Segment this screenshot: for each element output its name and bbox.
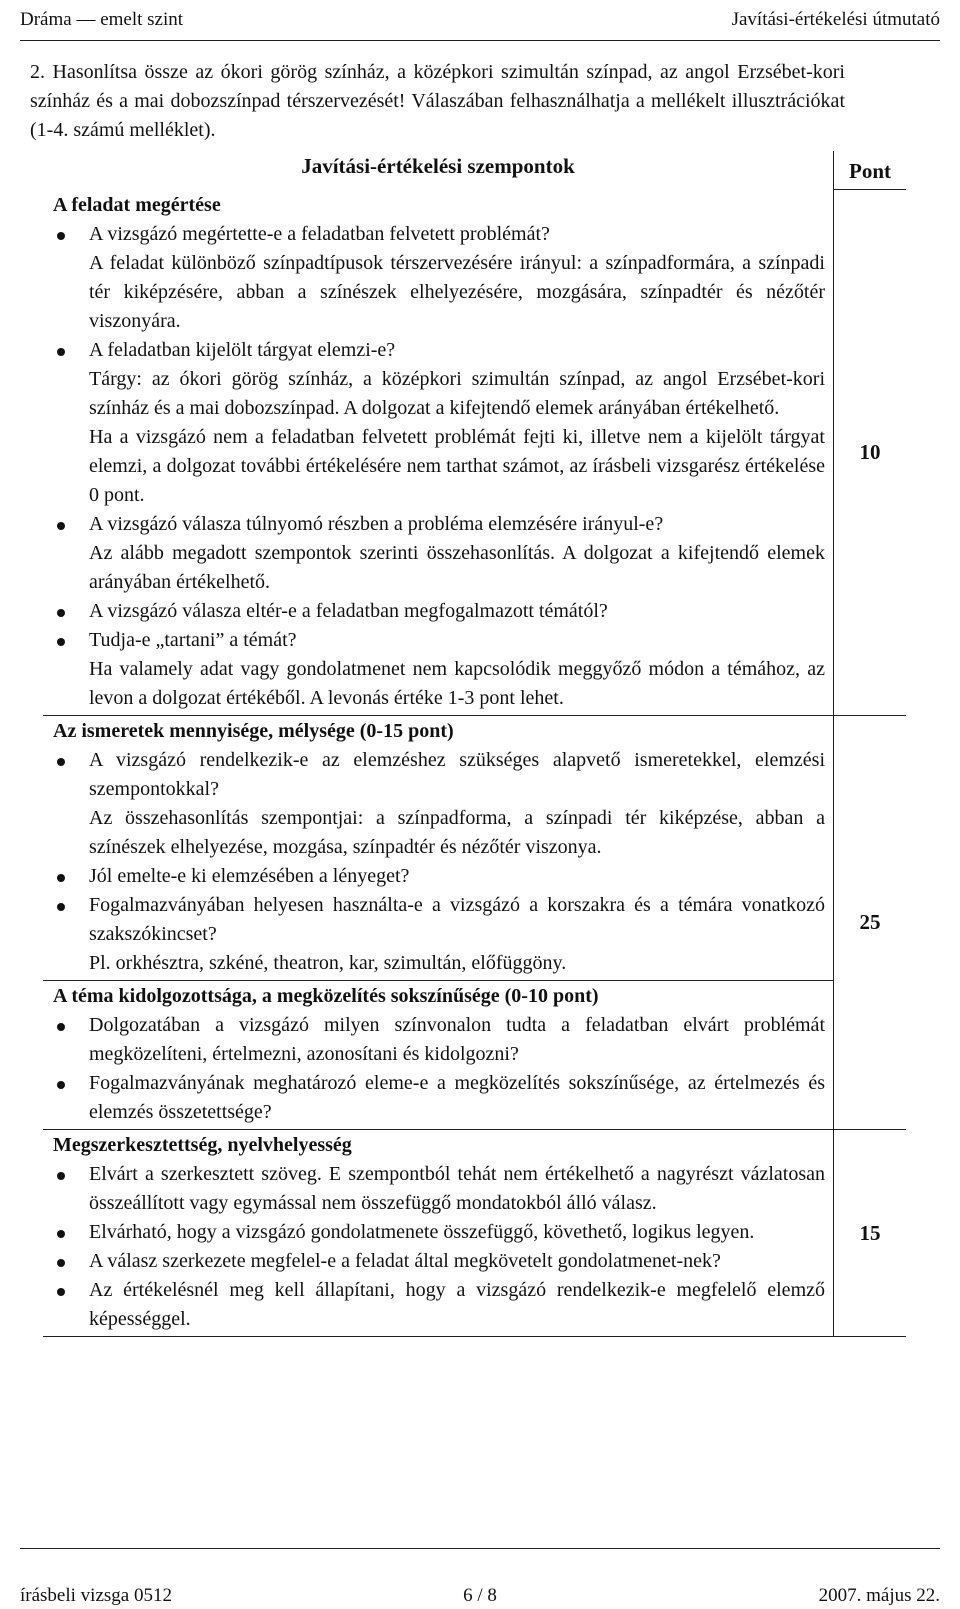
criteria-item: A vizsgázó válasza eltér-e a feladatban megfogalmazott témától? bbox=[53, 597, 825, 626]
criteria-list bbox=[53, 746, 825, 978]
criteria-item: A vizsgázó válasza túlnyomó részben a probléma elemzésére irányul-e? bbox=[53, 510, 825, 539]
criteria-note: A feladat különböző színpadtípusok térszervezésére irányul: a színpadformára, a színpadi tér kiképzésére, abban a színészek elhelyezésére, mozgására, színpadtér és nézőtér viszonyára. bbox=[89, 252, 825, 332]
section-score: 15 bbox=[833, 1129, 906, 1336]
criteria-list bbox=[53, 1160, 825, 1334]
criteria-list bbox=[53, 1011, 825, 1127]
criteria-section bbox=[43, 715, 833, 980]
criteria-item: Elvárható, hogy a vizsgázó gondolatmenete összefüggő, követhető, logikus legyen. bbox=[53, 1218, 825, 1247]
criteria-note: Az alább megadott szempontok szerinti összehasonlítás. A dolgozat a kifejtendő elemek arányában értékelhető. bbox=[89, 542, 825, 593]
criteria-item: Fogalmazványában helyesen használta-e a vizsgázó a korszakra és a témára vonatkozó szakszókincset? bbox=[53, 891, 825, 949]
criteria-item: Fogalmazványának meghatározó eleme-e a megközelítés sokszínűsége, az értelmezés és elemzés összetettsége? bbox=[53, 1069, 825, 1127]
page-header bbox=[20, 0, 940, 41]
criteria-note: Ha valamely adat vagy gondolatmenet nem kapcsolódik meggyőző módon a témához, az levon a dolgozat értékéből. A levonás értéke 1-3 pont lehet. bbox=[89, 658, 825, 709]
criteria-item: A válasz szerkezete megfelel-e a feladat által megkövetelt gondolatmenet-nek? bbox=[53, 1247, 825, 1276]
section-title: A feladat megértése bbox=[53, 194, 221, 216]
criteria-section bbox=[43, 980, 833, 1129]
question-text: 2. Hasonlítsa össze az ókori görög színház, a középkori szimultán színpad, az angol Erzsébet-kori színház és a mai dobozszínpad térszervezését! Válaszában felhasználhatja a mellékelt illusztrációkat (1-4. számú melléklet). bbox=[30, 61, 845, 141]
criteria-item: A feladatban kijelölt tárgyat elemzi-e? bbox=[53, 336, 825, 365]
criteria-list bbox=[53, 220, 825, 713]
criteria-item: Az értékelésnél meg kell állapítani, hogy a vizsgázó rendelkezik-e megfelelő elemző képességgel. bbox=[53, 1276, 825, 1334]
section-score: 10 bbox=[833, 190, 906, 715]
criteria-section bbox=[43, 1129, 833, 1336]
header-subject: Dráma — emelt szint bbox=[20, 9, 184, 30]
footer-date: 2007. május 22. bbox=[818, 1585, 940, 1606]
assessment-table bbox=[43, 151, 906, 1337]
criteria-item: Elvárt a szerkesztett szöveg. E szempontból tehát nem értékelhető a nagyrészt vázlatosan összeállított vagy egymással nem összefüggő mondatokból álló válasz. bbox=[53, 1160, 825, 1218]
criteria-section bbox=[43, 190, 833, 715]
criteria-item: Dolgozatában a vizsgázó milyen színvonalon tudta a feladatban elvárt problémát megközelíteni, értelmezni, azonosítani és kidolgozni? bbox=[53, 1011, 825, 1069]
criteria-item: Tudja-e „tartani” a témát? bbox=[53, 626, 825, 655]
section-score: 25 bbox=[833, 715, 906, 1129]
table-header-criteria: Javítási-értékelési szempontok bbox=[301, 154, 575, 178]
table-header-points: Pont bbox=[833, 151, 906, 190]
criteria-item: Jól emelte-e ki elemzésében a lényeget? bbox=[53, 862, 825, 891]
header-doc-type: Javítási-értékelési útmutató bbox=[731, 9, 940, 30]
criteria-note: Ha a vizsgázó nem a feladatban felvetett problémát fejti ki, illetve nem a kijelölt tárgyat elemzi, a dolgozat további értékelésére nem tarthat számot, az írásbeli vizsgarész értékelése 0 pont. bbox=[89, 426, 825, 506]
section-title: Az ismeretek mennyisége, mélysége (0-15 pont) bbox=[53, 720, 454, 742]
section-title: A téma kidolgozottsága, a megközelítés sokszínűsége (0-10 pont) bbox=[53, 985, 599, 1007]
footer-exam-code: írásbeli vizsga 0512 bbox=[20, 1585, 172, 1606]
criteria-note: Tárgy: az ókori görög színház, a középkori szimultán színpad, az angol Erzsébet-kori színház és a mai dobozszínpad. A dolgozat a kifejtendő elemek arányában értékelhető. bbox=[89, 368, 825, 419]
criteria-note: Pl. orkhésztra, szkéné, theatron, kar, szimultán, előfüggöny. bbox=[89, 952, 567, 974]
footer-page-number: 6 / 8 bbox=[463, 1585, 497, 1606]
page-footer bbox=[20, 1548, 940, 1609]
criteria-item: A vizsgázó megértette-e a feladatban felvetett problémát? bbox=[53, 220, 825, 249]
section-title: Megszerkesztettség, nyelvhelyesség bbox=[53, 1134, 352, 1156]
criteria-item: A vizsgázó rendelkezik-e az elemzéshez szükséges alapvető ismeretekkel, elemzési szempontokkal? bbox=[53, 746, 825, 804]
criteria-note: Az összehasonlítás szempontjai: a színpadforma, a színpadi tér kiképzése, abban a színészek elhelyezése, mozgása, színpadtér és nézőtér viszonya. bbox=[89, 807, 825, 858]
